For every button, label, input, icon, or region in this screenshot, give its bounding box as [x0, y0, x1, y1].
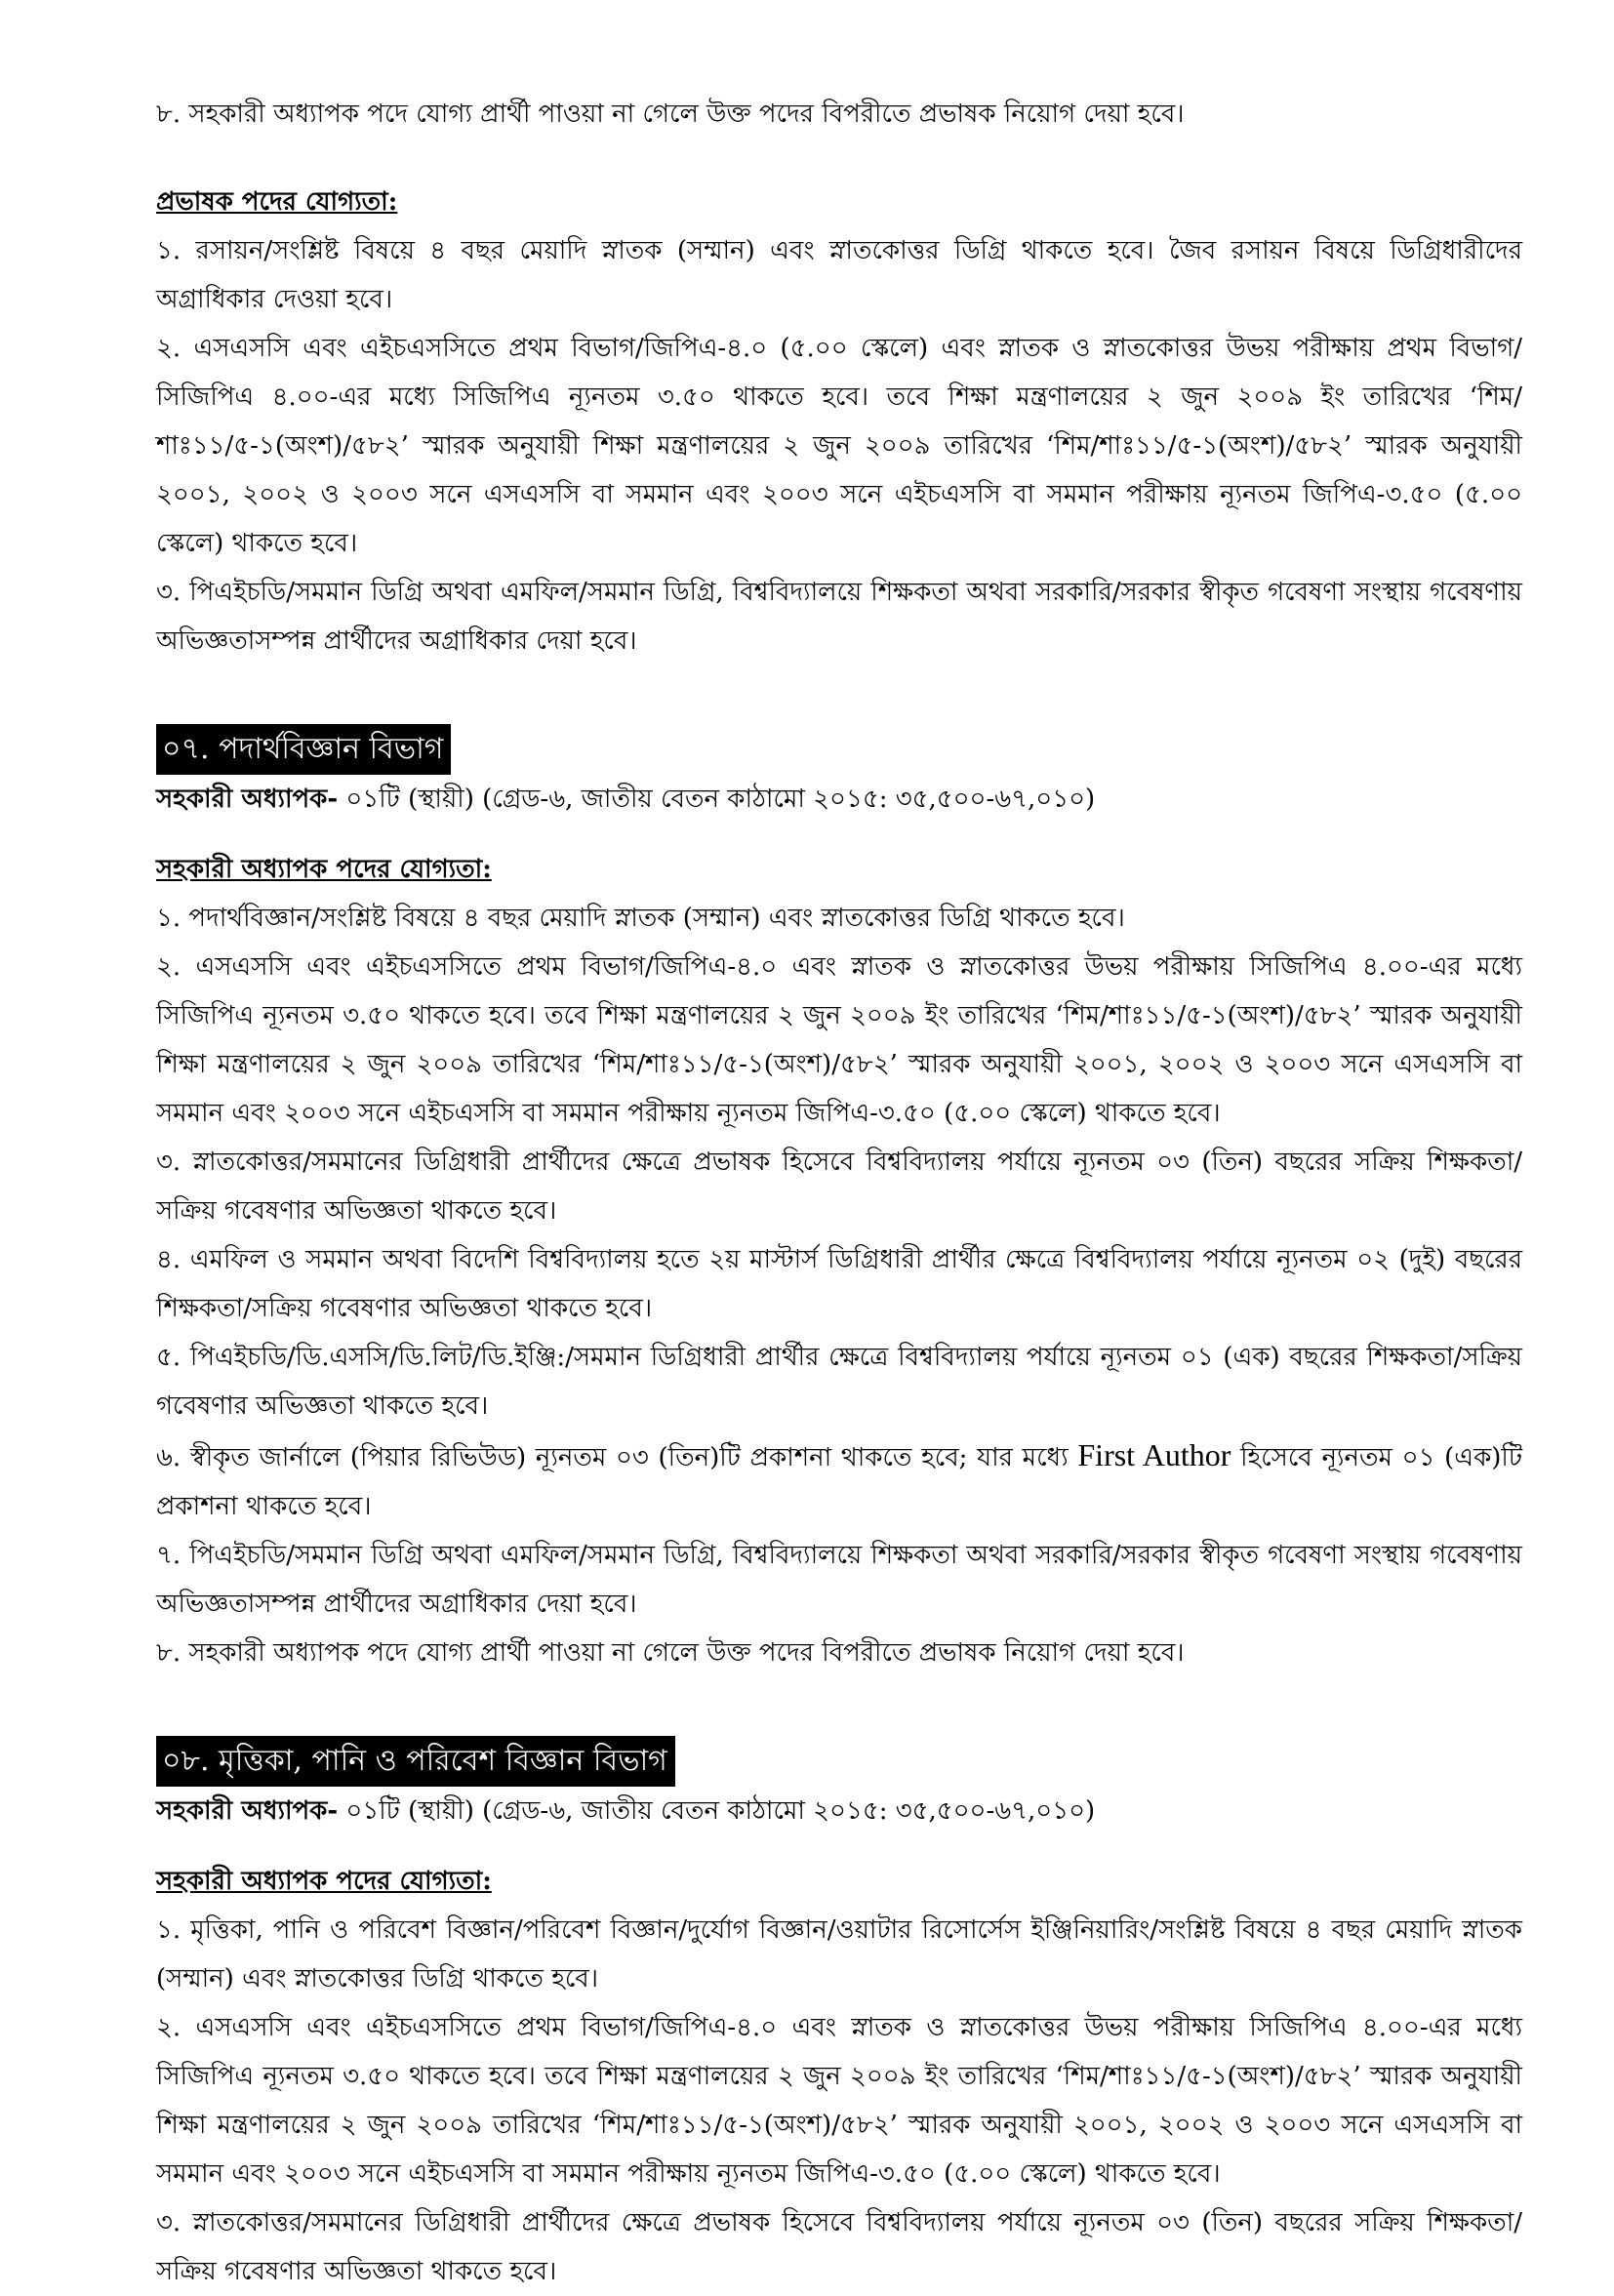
soil-post-line — [156, 1787, 1522, 1835]
top-note: ৮. সহকারী অধ্যাপক পদে যোগ্য প্রার্থী পাওয়া না গেলে উক্ত পদের বিপরীতে প্রভাষক নিয়োগ দেয়া হবে। — [156, 100, 1185, 129]
physics-item: ২. এসএসসি এবং এইচএসসিতে প্রথম বিভাগ/জিপিএ-৪.০ এবং স্নাতক ও স্নাতকোত্তর উভয় পরীক্ষায় সিজিপিএ ৪.০০-এর মধ্যে সিজিপিএ ন্যূনতম ৩.৫০ থাকতে হবে। তবে শিক্ষা মন্ত্রণালয়ের ২ জুন ২০০৯ ইং তারিখের ‘শিম/শাঃ১১/৫-১(অংশ)/৫৮২’ স্মারক অনুযায়ী শিক্ষা মন্ত্রণালয়ের ২ জুন ২০০৯ তারিখের ‘শিম/শাঃ১১/৫-১(অংশ)/৫৮২’ স্মারক অনুযায়ী ২০০১, ২০০২ ও ২০০৩ সনে এসএসসি বা সমমান এবং ২০০৩ সনে এইচএসসি বা সমমান পরীক্ষায় ন্যূনতম জিপিএ-৩.৫০ (৫.০০ স্কেলে) থাকতে হবে। — [156, 952, 1522, 1128]
soil-item: ১. মৃত্তিকা, পানি ও পরিবেশ বিজ্ঞান/পরিবেশ বিজ্ঞান/দুর্যোগ বিজ্ঞান/ওয়াটার রিসোর্সেস ইঞ্জিনিয়ারিং/সংশ্লিষ্ট বিষয়ে ৪ বছর মেয়াদি স্নাতক (সম্মান) এবং স্নাতকোত্তর ডিগ্রি থাকতে হবে। — [156, 1915, 1522, 1994]
lecturer-item: ৩. পিএইচডি/সমমান ডিগ্রি অথবা এমফিল/সমমান ডিগ্রি, বিশ্ববিদ্যালয়ে শিক্ষকতা অথবা সরকারি/সরকার স্বীকৃত গবেষণা সংস্থায় গবেষণায় অভিজ্ঞতাসম্পন্ন প্রার্থীদের অগ্রাধিকার দেয়া হবে। — [156, 578, 1522, 656]
physics-post-line — [156, 775, 1522, 824]
physics-item: ৩. স্নাতকোত্তর/সমমানের ডিগ্রিধারী প্রার্থীদের ক্ষেত্রে প্রভাষক হিসেবে বিশ্ববিদ্যালয় পর্যায়ে ন্যূনতম ০৩ (তিন) বছরের সক্রিয় শিক্ষকতা/সক্রিয় গবেষণার অভিজ্ঞতা থাকতে হবে। — [156, 1148, 1522, 1226]
post-label: সহকারী অধ্যাপক- — [156, 785, 339, 814]
first-author-text: First Author — [1077, 1437, 1231, 1472]
lecturer-item: ১. রসায়ন/সংশ্লিষ্ট বিষয়ে ৪ বছর মেয়াদি স্নাতক (সম্মান) এবং স্নাতকোত্তর ডিগ্রি থাকতে হবে। জৈব রসায়ন বিষয়ে ডিগ্রিধারীদের অগ্রাধিকার দেওয়া হবে। — [156, 236, 1522, 314]
post-detail: ০১টি (স্থায়ী) (গ্রেড-৬, জাতীয় বেতন কাঠামো ২০১৫: ৩৫,৫০০-৬৭,০১০) — [338, 1796, 1096, 1826]
soil-qualification-heading: সহকারী অধ্যাপক পদের যোগ্যতা: — [156, 1867, 492, 1896]
physics-qualification-heading: সহকারী অধ্যাপক পদের যোগ্যতা: — [156, 855, 492, 884]
physics-item: ৮. সহকারী অধ্যাপক পদে যোগ্য প্রার্থী পাওয়া না গেলে উক্ত পদের বিপরীতে প্রভাষক নিয়োগ দেয়া হবে। — [156, 1638, 1185, 1668]
physics-item: ৫. পিএইচডি/ডি.এসসি/ডি.লিট/ডি.ইঞ্জি:/সমমান ডিগ্রিধারী প্রার্থীর ক্ষেত্রে বিশ্ববিদ্যালয় পর্যায়ে ন্যূনতম ০১ (এক) বছরের শিক্ষকতা/সক্রিয় গবেষণার অভিজ্ঞতা থাকতে হবে। — [156, 1343, 1522, 1421]
physics-department-title: ০৭. পদার্থবিজ্ঞান বিভাগ — [156, 724, 451, 775]
document-page — [156, 90, 1522, 2296]
physics-item-6: ৬. স্বীকৃত জার্নালে (পিয়ার রিভিউড) ন্যূনতম ০৩ (তিন)টি প্রকাশনা থাকতে হবে; যার মধ্যে First Author হিসেবে ন্যূনতম ০১ (এক)টি প্রকাশনা থাকতে হবে। — [156, 1437, 1523, 1521]
post-label: সহকারী অধ্যাপক- — [156, 1796, 339, 1826]
soil-item: ৩. স্নাতকোত্তর/সমমানের ডিগ্রিধারী প্রার্থীদের ক্ষেত্রে প্রভাষক হিসেবে বিশ্ববিদ্যালয় পর্যায়ে ন্যূনতম ০৩ (তিন) বছরের সক্রিয় শিক্ষকতা/সক্রিয় গবেষণার অভিজ্ঞতা থাকতে হবে। — [156, 2208, 1522, 2286]
post-detail: ০১টি (স্থায়ী) (গ্রেড-৬, জাতীয় বেতন কাঠামো ২০১৫: ৩৫,৫০০-৬৭,০১০) — [338, 785, 1096, 814]
physics-item: ১. পদার্থবিজ্ঞান/সংশ্লিষ্ট বিষয়ে ৪ বছর মেয়াদি স্নাতক (সম্মান) এবং স্নাতকোত্তর ডিগ্রি থাকতে হবে। — [156, 904, 1125, 933]
physics-item: ৭. পিএইচডি/সমমান ডিগ্রি অথবা এমফিল/সমমান ডিগ্রি, বিশ্ববিদ্যালয়ে শিক্ষকতা অথবা সরকারি/সরকার স্বীকৃত গবেষণা সংস্থায় গবেষণায় অভিজ্ঞতাসম্পন্ন প্রার্থীদের অগ্রাধিকার দেয়া হবে। — [156, 1541, 1522, 1619]
lecturer-qualification-heading: প্রভাষক পদের যোগ্যতা: — [156, 187, 398, 217]
lecturer-item: ২. এসএসসি এবং এইচএসসিতে প্রথম বিভাগ/জিপিএ-৪.০ (৫.০০ স্কেলে) এবং স্নাতক ও স্নাতকোত্তর উভয় পরীক্ষায় প্রথম বিভাগ/সিজিপিএ ৪.০০-এর মধ্যে সিজিপিএ ন্যূনতম ৩.৫০ থাকতে হবে। তবে শিক্ষা মন্ত্রণালয়ের ২ জুন ২০০৯ ইং তারিখের ‘শিম/শাঃ১১/৫-১(অংশ)/৫৮২’ স্মারক অনুযায়ী শিক্ষা মন্ত্রণালয়ের ২ জুন ২০০৯ তারিখের ‘শিম/শাঃ১১/৫-১(অংশ)/৫৮২’ স্মারক অনুযায়ী ২০০১, ২০০২ ও ২০০৩ সনে এসএসসি বা সমমান এবং ২০০৩ সনে এইচএসসি বা সমমান পরীক্ষায় ন্যূনতম জিপিএ-৩.৫০ (৫.০০ স্কেলে) থাকতে হবে। — [156, 334, 1522, 558]
physics-item: ৪. এমফিল ও সমমান অথবা বিদেশি বিশ্ববিদ্যালয় হতে ২য় মাস্টার্স ডিগ্রিধারী প্রার্থীর ক্ষেত্রে বিশ্ববিদ্যালয় পর্যায়ে ন্যূনতম ০২ (দুই) বছরের শিক্ষকতা/সক্রিয় গবেষণার অভিজ্ঞতা থাকতে হবে। — [156, 1245, 1522, 1323]
soil-department-title: ০৮. মৃত্তিকা, পানি ও পরিবেশ বিজ্ঞান বিভাগ — [156, 1736, 675, 1787]
soil-item: ২. এসএসসি এবং এইচএসসিতে প্রথম বিভাগ/জিপিএ-৪.০ এবং স্নাতক ও স্নাতকোত্তর উভয় পরীক্ষায় সিজিপিএ ৪.০০-এর মধ্যে সিজিপিএ ন্যূনতম ৩.৫০ থাকতে হবে। তবে শিক্ষা মন্ত্রণালয়ের ২ জুন ২০০৯ ইং তারিখের ‘শিম/শাঃ১১/৫-১(অংশ)/৫৮২’ স্মারক অনুযায়ী শিক্ষা মন্ত্রণালয়ের ২ জুন ২০০৯ তারিখের ‘শিম/শাঃ১১/৫-১(অংশ)/৫৮২’ স্মারক অনুযায়ী ২০০১, ২০০২ ও ২০০৩ সনে এসএসসি বা সমমান এবং ২০০৩ সনে এইচএসসি বা সমমান পরীক্ষায় ন্যূনতম জিপিএ-৩.৫০ (৫.০০ স্কেলে) থাকতে হবে। — [156, 2013, 1522, 2189]
